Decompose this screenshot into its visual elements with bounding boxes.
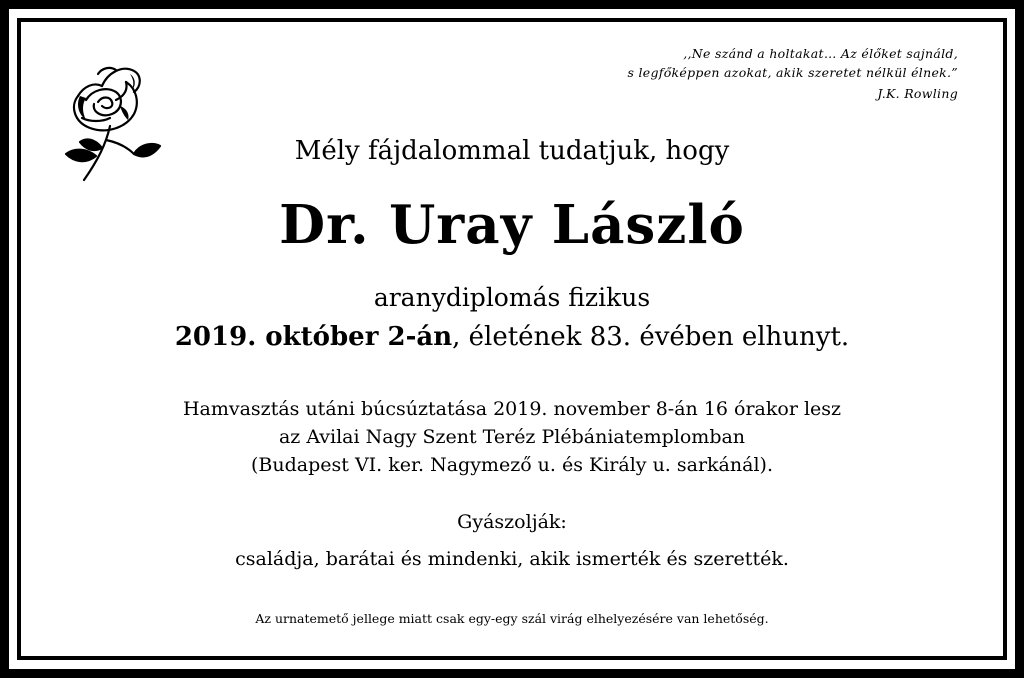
rose-icon	[56, 56, 166, 186]
deceased-name: Dr. Uray László	[279, 194, 745, 256]
footnote: Az urnatemető jellege miatt csak egy-egy szál virág elhelyezésére van lehetőség.	[255, 611, 769, 626]
ceremony-line-2: az Avilai Nagy Szent Teréz Plébániatemplomban	[278, 426, 746, 448]
intro-text: Mély fájdalommal tudatjuk, hogy	[294, 136, 730, 166]
death-date: 2019. október 2-án	[174, 322, 453, 352]
mourners-label: Gyászolják:	[457, 511, 567, 533]
ceremony-info	[0, 395, 1024, 479]
ceremony-line-3: (Budapest VI. ker. Nagymező u. és Király u. sarkánál).	[251, 454, 773, 476]
quote-block	[628, 44, 958, 103]
death-rest: , életének 83. évében elhunyt.	[452, 322, 850, 352]
quote-line-2: s legfőképpen azokat, akik szeretet nélkül élnek.”	[627, 65, 958, 80]
death-statement	[0, 322, 1024, 352]
mourners-list: családja, barátai és mindenki, akik ismerték és szerették.	[235, 548, 789, 570]
quote-line-1: ,,Ne szánd a holtakat… Az élőket sajnáld,	[683, 46, 958, 61]
quote-author: J.K. Rowling	[877, 86, 958, 101]
deceased-title: aranydiplomás fizikus	[373, 283, 651, 312]
ceremony-line-1: Hamvasztás utáni búcsúztatása 2019. november 8-án 16 órakor lesz	[182, 398, 842, 420]
